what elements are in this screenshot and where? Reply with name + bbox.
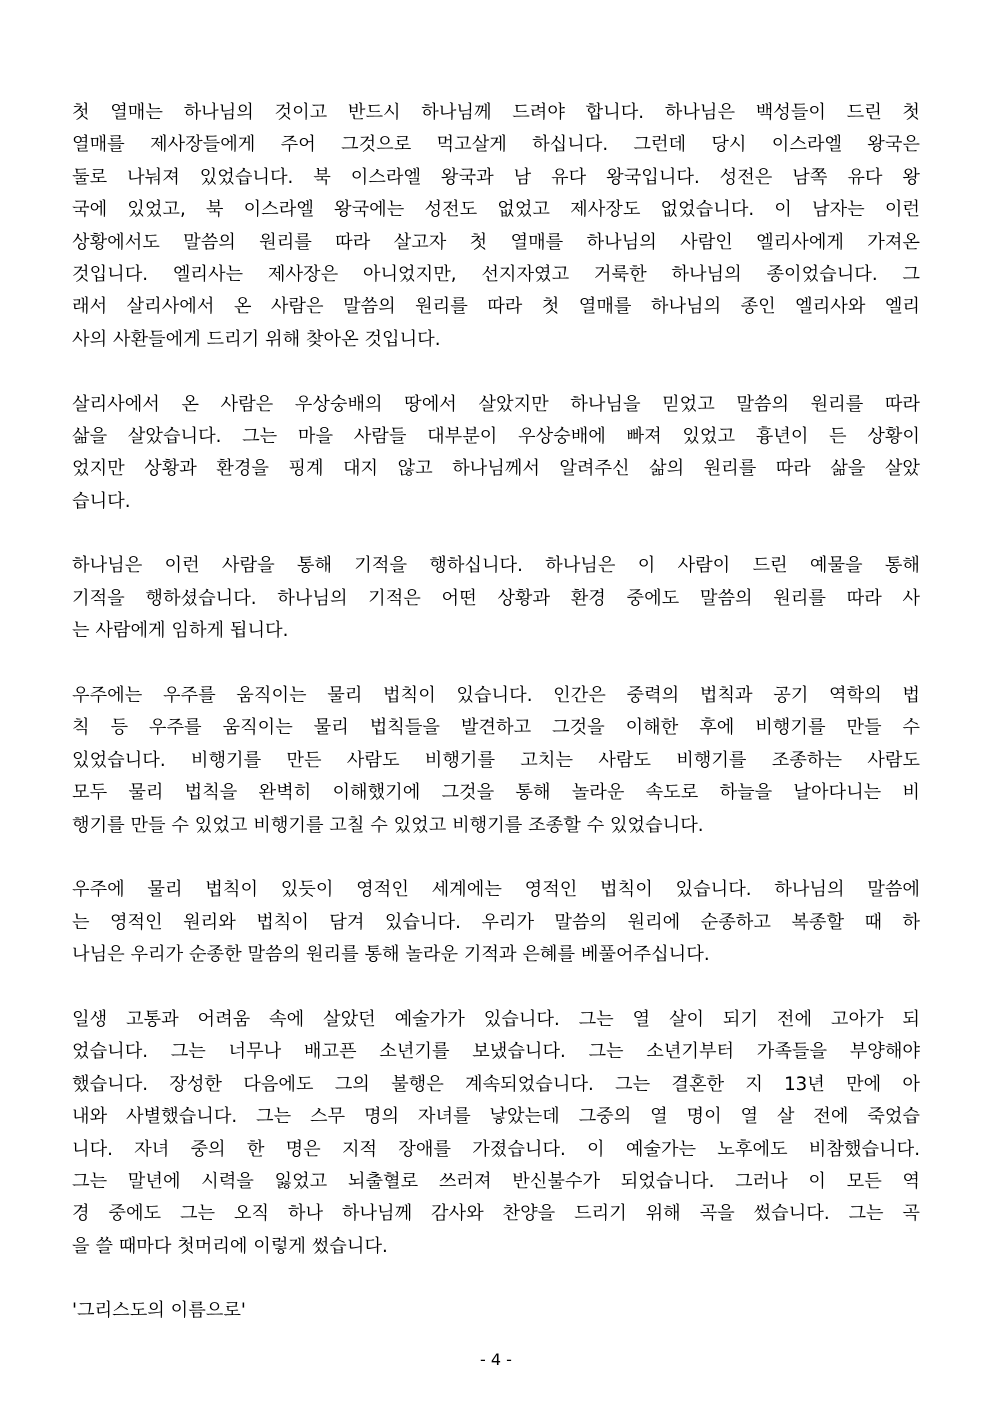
paragraph-line: 있었습니다. 비행기를 만든 사람도 비행기를 고치는 사람도 비행기를 조종하는 사람도: [72, 749, 920, 771]
paragraph-line: 기적을 행하셨습니다. 하나님의 기적은 어떤 상황과 환경 중에도 말씀의 원리를 따라 사: [72, 587, 920, 609]
paragraph-line: 내와 사별했습니다. 그는 스무 명의 자녀를 낳았는데 그중의 열 명이 열 살 전에 죽었습: [72, 1106, 920, 1128]
paragraph-gap: [72, 972, 920, 1004]
paragraph-line: 했습니다. 장성한 다음에도 그의 불행은 계속되었습니다. 그는 결혼한 지 13년 만에 아: [72, 1073, 920, 1095]
paragraph-line: 었습니다. 그는 너무나 배고픈 소년기를 보냈습니다. 그는 소년기부터 가족들을 부양해야: [72, 1041, 920, 1063]
paragraph-line: 삶을 살았습니다. 그는 마을 사람들 대부분이 우상숭배에 빠져 있었고 흉년이 든 상황이: [72, 425, 920, 447]
paragraph-line: 었지만 상황과 환경을 핑계 대지 않고 하나님께서 알려주신 삶의 원리를 따라 삶을 살았: [72, 458, 920, 480]
paragraph-gap: [72, 648, 920, 680]
paragraph-gap: [72, 356, 920, 388]
paragraph-line: 상황에서도 말씀의 원리를 따라 살고자 첫 열매를 하나님의 사람인 엘리사에게 가져온: [72, 231, 920, 253]
paragraph-line: 사의 사환들에게 드리기 위해 찾아온 것입니다.: [72, 328, 441, 350]
paragraph-artist: [72, 1004, 920, 1263]
document-body: [72, 97, 920, 1328]
paragraph-line: 래서 살리사에서 온 사람은 말씀의 원리를 따라 첫 열매를 하나님의 종인 엘리사와 엘리: [72, 296, 920, 318]
paragraph-line: 는 사람에게 임하게 됩니다.: [72, 620, 289, 642]
paragraph-miracles: [72, 550, 920, 647]
paragraph-line: 니다. 자녀 중의 한 명은 지적 장애를 가졌습니다. 이 예술가는 노후에도 비참했습니다.: [72, 1138, 920, 1160]
paragraph-physical-laws: [72, 680, 920, 842]
paragraph-line: 을 쓸 때마다 첫머리에 이렇게 썼습니다.: [72, 1235, 388, 1257]
paragraph-line: 습니다.: [72, 490, 131, 512]
paragraph-line: 열매를 제사장들에게 주어 그것으로 먹고살게 하십니다. 그런데 당시 이스라엘 왕국은: [72, 134, 920, 156]
paragraph-first-fruits: [72, 97, 920, 356]
paragraph-line: 하나님은 이런 사람을 통해 기적을 행하십니다. 하나님은 이 사람이 드린 예물을 통해: [72, 555, 920, 577]
page-number: - 4 -: [480, 1350, 512, 1369]
paragraph-line: 우주에는 우주를 움직이는 물리 법칙이 있습니다. 인간은 중력의 법칙과 공기 역학의 법: [72, 685, 920, 707]
paragraph-quote: [72, 1295, 920, 1327]
paragraph-line: 둘로 나눠져 있었습니다. 북 이스라엘 왕국과 남 유다 왕국입니다. 성전은 남쪽 유다 왕: [72, 166, 920, 188]
paragraph-line: 국에 있었고, 북 이스라엘 왕국에는 성전도 없었고 제사장도 없었습니다. 이 남자는 이런: [72, 199, 920, 221]
paragraph-line: 첫 열매는 하나님의 것이고 반드시 하나님께 드려야 합니다. 하나님은 백성들이 드린 첫: [72, 102, 920, 123]
paragraph-line: 칙 등 우주를 움직이는 물리 법칙들을 발견하고 그것을 이해한 후에 비행기를 만들 수: [72, 717, 920, 739]
paragraph-line: 경 중에도 그는 오직 하나 하나님께 감사와 찬양을 드리기 위해 곡을 썼습니다. 그는 곡: [72, 1203, 920, 1225]
paragraph-line: 나님은 우리가 순종한 말씀의 원리를 통해 놀라운 기적과 은혜를 베풀어주십니다.: [72, 944, 710, 966]
paragraph-line: 모두 물리 법칙을 완벽히 이해했기에 그것을 통해 놀라운 속도로 하늘을 날아다니는 비: [72, 782, 920, 804]
paragraph-shalishah-man: [72, 389, 920, 519]
paragraph-gap: [72, 518, 920, 550]
quote-line: '그리스도의 이름으로': [72, 1300, 246, 1322]
paragraph-line: 우주에 물리 법칙이 있듯이 영적인 세계에는 영적인 법칙이 있습니다. 하나님의 말씀에: [72, 879, 920, 901]
paragraph-gap: [72, 842, 920, 874]
paragraph-line: 그는 말년에 시력을 잃었고 뇌출혈로 쓰러져 반신불수가 되었습니다. 그러나 이 모든 역: [72, 1170, 920, 1192]
paragraph-line: 는 영적인 원리와 법칙이 담겨 있습니다. 우리가 말씀의 원리에 순종하고 복종할 때 하: [72, 911, 920, 933]
paragraph-line: 일생 고통과 어려움 속에 살았던 예술가가 있습니다. 그는 열 살이 되기 전에 고아가 되: [72, 1008, 920, 1030]
paragraph-line: 것입니다. 엘리사는 제사장은 아니었지만, 선지자였고 거룩한 하나님의 종이었습니다. 그: [72, 263, 920, 285]
paragraph-gap: [72, 1263, 920, 1295]
paragraph-line: 살리사에서 온 사람은 우상숭배의 땅에서 살았지만 하나님을 믿었고 말씀의 원리를 따라: [72, 393, 920, 415]
paragraph-line: 행기를 만들 수 있었고 비행기를 고칠 수 있었고 비행기를 조종할 수 있었습니다.: [72, 814, 704, 836]
paragraph-spiritual-laws: [72, 874, 920, 971]
